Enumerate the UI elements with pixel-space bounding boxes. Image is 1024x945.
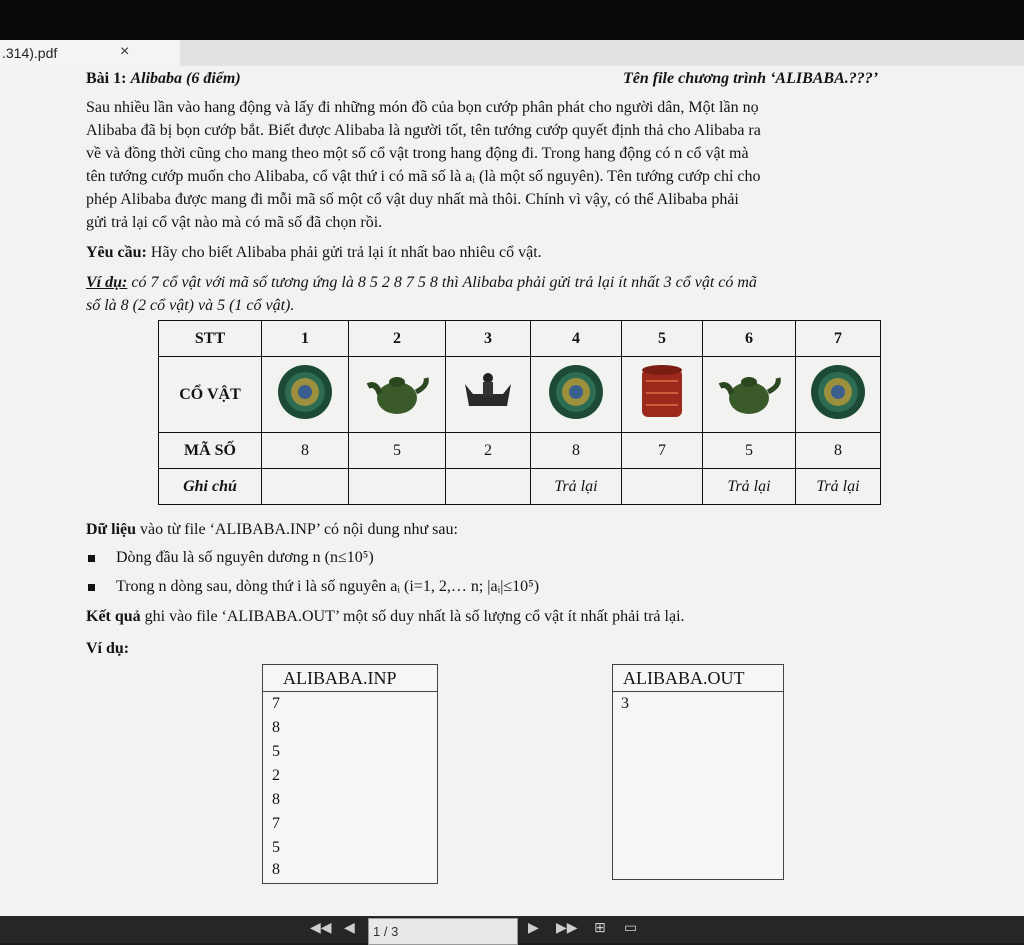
- row-label: MÃ SỐ: [159, 433, 262, 469]
- example2-label: Ví dụ:: [86, 640, 130, 657]
- output-label: Kết quả: [86, 608, 141, 625]
- note-cell: [262, 469, 349, 505]
- code-cell: 5: [349, 433, 446, 469]
- input-text: vào từ file ‘ALIBABA.INP’ có nội dung như sau:: [136, 521, 458, 538]
- bullet-text: Dòng đầu là số nguyên dương n (n≤10⁵): [116, 549, 374, 566]
- input-line: 5: [272, 839, 280, 856]
- note-cell: [446, 469, 531, 505]
- input-label: Dữ liệu: [86, 521, 137, 538]
- prev-page-icon[interactable]: ◀: [344, 920, 355, 936]
- note-cell: [622, 469, 703, 505]
- stt-row: [159, 321, 881, 357]
- problem-number: Bài 1:: [86, 70, 131, 87]
- bullet-text: Trong n dòng sau, dòng thứ i là số nguyên aᵢ (i=1, 2,… n; |aᵢ|≤10⁵): [116, 578, 540, 595]
- code-cell: 5: [703, 433, 796, 469]
- code-row: [159, 433, 881, 469]
- divider: [263, 691, 437, 692]
- output-description: [86, 607, 685, 627]
- code-cell: 8: [796, 433, 881, 469]
- first-page-icon[interactable]: ◀◀: [310, 920, 332, 936]
- input-line: 8: [272, 791, 280, 808]
- next-page-icon[interactable]: ▶: [528, 920, 539, 936]
- artifact-cell: [703, 357, 796, 433]
- artifact-row: [159, 357, 881, 433]
- paragraph-line: gửi trả lại cổ vật nào mà có mã số đã chọn rồi.: [86, 214, 383, 231]
- fit-page-icon[interactable]: ⊞: [594, 920, 606, 936]
- input-line: 8: [272, 719, 280, 736]
- input-box-title: ALIBABA.INP: [283, 668, 397, 688]
- paragraph-line: tên tướng cướp muốn cho Alibaba, cổ vật thứ i có mã số là aᵢ (là một số nguyên). Tên tướng cướp chỉ cho: [86, 168, 761, 185]
- page-number-input[interactable]: [368, 918, 518, 945]
- note-cell: Trả lại: [531, 469, 622, 505]
- input-line: 8: [272, 861, 280, 878]
- paragraph-line: Alibaba đã bị bọn cướp bắt. Biết được Alibaba là người tốt, tên tướng cướp quyết định thả cho Alibaba ra: [86, 122, 761, 139]
- code-cell: 7: [622, 433, 703, 469]
- requirement-label: Yêu cầu:: [86, 244, 147, 261]
- artifact-cell: [531, 357, 622, 433]
- artifact-cell: [349, 357, 446, 433]
- artifact-table: [158, 320, 881, 505]
- row-label: CỔ VẬT: [159, 357, 262, 433]
- row-label: Ghi chú: [159, 469, 262, 505]
- screen-top-bezel: [0, 0, 1024, 40]
- plate-icon: [275, 362, 335, 422]
- code-cell: 8: [262, 433, 349, 469]
- close-icon[interactable]: ×: [120, 43, 130, 60]
- example-line: [86, 273, 757, 293]
- paragraph-line: Sau nhiều lần vào hang động và lấy đi những món đồ của bọn cướp phân phát cho người dân, Một lần nọ: [86, 99, 759, 116]
- example-text: có 7 cổ vật với mã số tương ứng là 8 5 2 8 7 5 8 thì Alibaba phải gửi trả lại ít nhất 3 cổ vật có mã: [127, 274, 757, 291]
- input-line: 2: [272, 767, 280, 784]
- input-line: 5: [272, 743, 280, 760]
- input-line: 7: [272, 815, 280, 832]
- output-sample-box: [612, 664, 784, 880]
- requirement-text: Hãy cho biết Alibaba phải gửi trả lại ít nhất bao nhiêu cổ vật.: [146, 244, 542, 261]
- bullet-icon: [88, 584, 95, 591]
- artifact-cell: [796, 357, 881, 433]
- stt-cell: 3: [446, 321, 531, 357]
- output-box-title: ALIBABA.OUT: [623, 668, 745, 688]
- fit-width-icon[interactable]: ▭: [624, 920, 638, 936]
- figurine-icon: [457, 364, 519, 420]
- pdf-page: [0, 66, 1024, 916]
- row-label: STT: [159, 321, 262, 357]
- stt-cell: 6: [703, 321, 796, 357]
- pdf-tab[interactable]: [0, 40, 181, 66]
- artifact-cell: [622, 357, 703, 433]
- divider: [613, 691, 783, 692]
- note-cell: Trả lại: [703, 469, 796, 505]
- paragraph-line: về và đồng thời cũng cho mang theo một số cổ vật trong hang động đi. Trong hang động có n cổ vật mà: [86, 145, 749, 162]
- example-label: Ví dụ:: [86, 274, 128, 291]
- code-cell: 2: [446, 433, 531, 469]
- last-page-icon[interactable]: ▶▶: [556, 920, 578, 936]
- stt-cell: 5: [622, 321, 703, 357]
- tab-title: .314).pdf: [2, 45, 58, 61]
- output-line: 3: [621, 695, 629, 712]
- plate-icon: [546, 362, 606, 422]
- teapot-icon: [714, 364, 784, 420]
- input-description: [86, 520, 458, 540]
- input-line: 7: [272, 695, 280, 712]
- note-row: [159, 469, 881, 505]
- stt-cell: 1: [262, 321, 349, 357]
- program-filename: Tên file chương trình ‘ALIBABA.???’: [623, 70, 879, 87]
- plate-icon: [808, 362, 868, 422]
- problem-title: [86, 70, 241, 88]
- code-cell: 8: [531, 433, 622, 469]
- note-cell: Trả lại: [796, 469, 881, 505]
- tab-strip: [180, 40, 1024, 66]
- artifact-cell: [446, 357, 531, 433]
- requirement: [86, 243, 542, 263]
- output-text: ghi vào file ‘ALIBABA.OUT’ một số duy nhất là số lượng cổ vật ít nhất phải trả lại.: [140, 608, 685, 625]
- teapot-icon: [362, 364, 432, 420]
- stt-cell: 2: [349, 321, 446, 357]
- bullet-icon: [88, 555, 95, 562]
- input-sample-box: [262, 664, 438, 884]
- artifact-cell: [262, 357, 349, 433]
- stt-cell: 7: [796, 321, 881, 357]
- stt-cell: 4: [531, 321, 622, 357]
- example-line: số là 8 (2 cổ vật) và 5 (1 cổ vật).: [86, 297, 295, 314]
- paragraph-line: phép Alibaba được mang đi mỗi mã số một cổ vật duy nhất mà thôi. Chính vì vậy, có thể Alibaba phải: [86, 191, 739, 208]
- jar-icon: [634, 361, 690, 423]
- problem-name: Alibaba (6 điểm): [130, 70, 241, 87]
- page-number-text: 1 / 3: [373, 924, 399, 939]
- note-cell: [349, 469, 446, 505]
